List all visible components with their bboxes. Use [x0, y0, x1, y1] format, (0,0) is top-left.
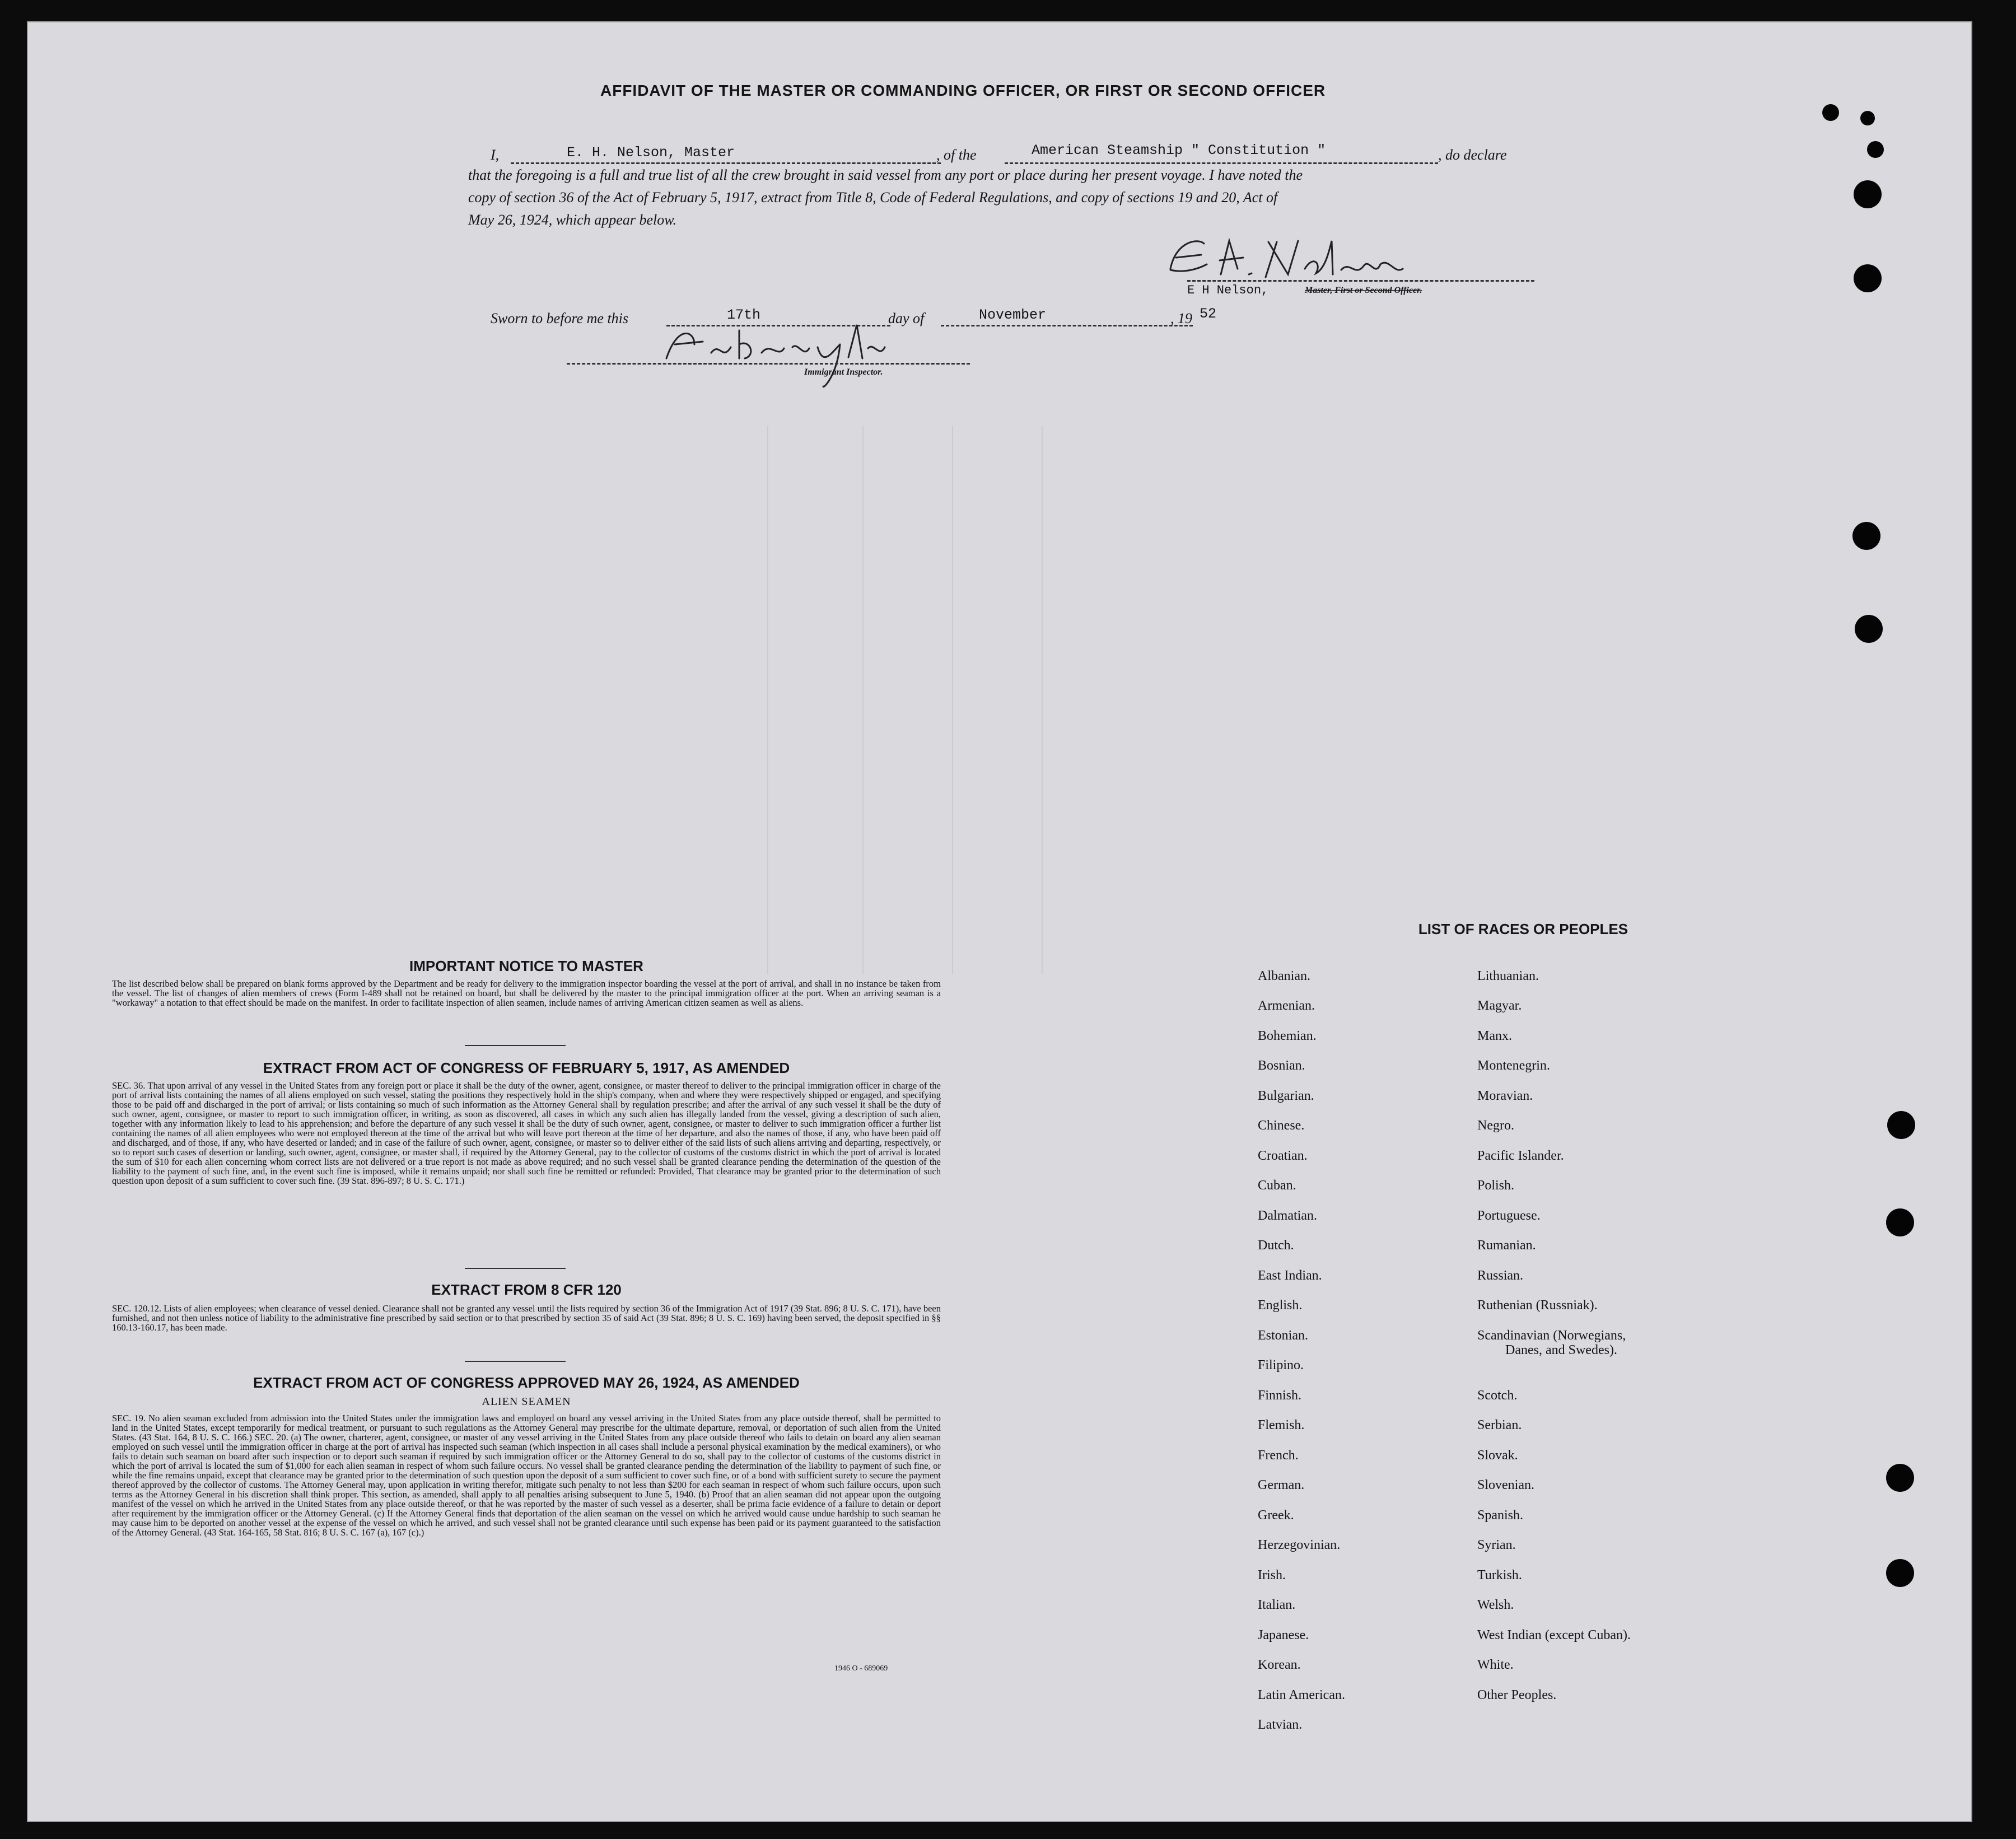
month-fill-line	[941, 325, 1193, 326]
notice-title: IMPORTANT NOTICE TO MASTER	[409, 958, 643, 974]
race-left-item: Armenian.	[1258, 998, 1315, 1013]
year-prefix: , 19	[1170, 310, 1192, 326]
affidavit-body-line-3: May 26, 1924, which appear below.	[468, 212, 677, 228]
do-declare-label: , do declare	[1438, 147, 1507, 163]
race-right-item: Turkish.	[1477, 1568, 1522, 1583]
race-right-item: Montenegrin.	[1477, 1058, 1550, 1073]
signer-typed-name: E H Nelson,	[1187, 283, 1269, 297]
race-right-item-continued: Danes, and Swedes).	[1505, 1343, 1617, 1357]
race-right-item: Scotch.	[1477, 1388, 1518, 1403]
race-right-item: Ruthenian (Russniak).	[1477, 1298, 1598, 1313]
day-of-label: day of	[888, 310, 925, 326]
race-right-item: Polish.	[1477, 1178, 1515, 1193]
punch-hole	[1855, 615, 1883, 643]
signer-role-label: Master, First or Second Officer.	[1305, 286, 1422, 295]
race-left-item: Dutch.	[1258, 1238, 1294, 1253]
race-right-item: Slovenian.	[1477, 1478, 1534, 1492]
punch-hole	[1860, 111, 1875, 125]
sworn-year: 52	[1200, 306, 1217, 322]
race-left-item: German.	[1258, 1478, 1305, 1492]
extract-1917-text: SEC. 36. That upon arrival of any vessel in the United States from any foreign port or place it shall be the duty of the owner, agent, consignee, or master thereof to deliver to the principal immigration officer in charge of the port of arrival lists containing the names of all aliens employed on such vessel, stating the positions they respectively hold in the ship's company, when and where they were respectively shipped or engaged, and specifying those to be paid off and discharged in the port of arrival; or lists containing so much of such information as the Attorney General shall by regulation prescribe; and after the arrival of any such vessel it shall be the duty of such owner, agent, consignee, or master to report to such immigration officer, in writing, as soon as discovered, all cases in which any such alien has illegally landed from the vessel, giving a description of such alien, together with any information likely to lead to his apprehension; and before the departure of any such vessel it shall be the duty of such owner, agent, consignee, or master to deliver to such immigration officer a further list containing the names of all alien employees who were not employed thereon at the time of the arrival but who will leave port thereon at the time of her departure, and also the names of those, if any, who have been paid off and discharged, and of those, if any, who have deserted or landed; and in case of the failure of such owner, agent, consignee, or master so to deliver either of the said lists of such aliens arriving and departing, respectively, or so to report such cases of desertion or landing, such owner, agent, consignee, or master shall, if required by the Attorney General, pay to the collector of customs of the customs district in which the port of arrival is located the sum of $10 for each alien concerning whom correct lists are not delivered or a true report is not made as above required; and no such vessel shall be granted clearance pending the determination of the question of the liability to the payment of such fine, and, in the event such fine is imposed, while it remains unpaid; nor shall such fine be remitted or refunded: Provided, That clearance may be granted prior to the determination of such question upon deposit of a sum sufficient to cover such fine. (39 Stat. 896-897; 8 U. S. C. 171.)	[112, 1080, 941, 1186]
punch-hole	[1867, 141, 1884, 158]
race-left-item: Albanian.	[1258, 969, 1310, 983]
race-left-item: Irish.	[1258, 1568, 1286, 1583]
punch-hole	[1886, 1208, 1914, 1236]
print-code: 1946 O - 689069	[834, 1664, 888, 1673]
race-right-item: Lithuanian.	[1477, 969, 1539, 983]
race-left-item: Herzegovinian.	[1258, 1538, 1341, 1552]
punch-hole	[1887, 1111, 1915, 1139]
inspector-signature	[655, 314, 969, 398]
punch-hole	[1854, 180, 1882, 208]
column-guide	[952, 426, 953, 974]
race-right-item: Rumanian.	[1477, 1238, 1536, 1253]
race-right-item: Magyar.	[1477, 998, 1522, 1013]
cfr-title: EXTRACT FROM 8 CFR 120	[431, 1281, 622, 1298]
race-right-item: Welsh.	[1477, 1598, 1514, 1612]
vessel-fill-line	[1005, 162, 1438, 164]
document-sheet	[27, 21, 1972, 1822]
inspector-label: Immigrant Inspector.	[804, 367, 883, 377]
affidavit-body-line-1: that the foregoing is a full and true list of all the crew brought in said vessel from any port or place during her present voyage. I have noted the	[468, 167, 1303, 183]
affidavit-title: AFFIDAVIT OF THE MASTER OR COMMANDING OFFICER, OR FIRST OR SECOND OFFICER	[600, 82, 1326, 99]
race-left-item: Bohemian.	[1258, 1029, 1317, 1043]
punch-hole	[1854, 264, 1882, 292]
sworn-month: November	[979, 307, 1047, 323]
race-right-item: Manx.	[1477, 1029, 1512, 1043]
inspector-signature-line	[567, 363, 970, 365]
sworn-label: Sworn to before me this	[491, 310, 629, 326]
notice-text: The list described below shall be prepared on blank forms approved by the Department and be ready for delivery to the immigration inspector boarding the vessel at the port of arrival, and shall in no instance be taken from the vessel. The list of changes of alien members of crews (Form I-489 shall not be retained on board, but shall be delivered by the master to the principal immigration officer at the port. When an arriving seaman is a "workaway" a notation to that effect should be made on the manifest. In order to facilitate inspection of alien seamen, include names of arriving American citizen seamen as well as aliens.	[112, 978, 941, 1008]
race-left-item: French.	[1258, 1448, 1299, 1463]
affidavit-body-line-2: copy of section 36 of the Act of February 5, 1917, extract from Title 8, Code of Federal Regulations, and copy of sections 19 and 20, Act of	[468, 189, 1278, 206]
race-right-item: White.	[1477, 1658, 1514, 1672]
punch-hole	[1852, 522, 1880, 550]
races-title: LIST OF RACES OR PEOPLES	[1418, 921, 1628, 937]
affidavit-prefix: I,	[491, 147, 500, 163]
race-left-item: Dalmatian.	[1258, 1208, 1317, 1223]
extract-1917-title: EXTRACT FROM ACT OF CONGRESS OF FEBRUARY 5, 1917, AS AMENDED	[263, 1059, 790, 1076]
race-left-item: Latin American.	[1258, 1688, 1345, 1702]
race-left-item: English.	[1258, 1298, 1303, 1313]
punch-hole	[1886, 1464, 1914, 1492]
master-signature	[1154, 230, 1467, 291]
divider	[465, 1268, 566, 1269]
race-right-item: West Indian (except Cuban).	[1477, 1628, 1631, 1642]
signature-line	[1187, 280, 1534, 282]
race-left-item: Japanese.	[1258, 1628, 1309, 1642]
of-the-label: , of the	[936, 147, 977, 163]
race-right-item: Other Peoples.	[1477, 1688, 1557, 1702]
column-guide	[767, 426, 768, 974]
race-right-item: Syrian.	[1477, 1538, 1516, 1552]
master-name-typed: E. H. Nelson, Master	[567, 144, 735, 161]
punch-hole	[1886, 1559, 1914, 1587]
race-right-item: Negro.	[1477, 1118, 1514, 1133]
extract-1924-text: SEC. 19. No alien seaman excluded from admission into the United States under the immigration laws and employed on board any vessel arriving in the United States from any place outside thereof, shall be permitted to land in the United States, except temporarily for medical treatment, or pursuant to such regulations as the Attorney General may prescribe for the ultimate departure, removal, or deportation of such alien from the United States. (43 Stat. 164, 8 U. S. C. 166.) SEC. 20. (a) The owner, charterer, agent, consignee, or master of any vessel arriving in the United States from any place outside thereof who fails to detain on board any alien seaman employed on such vessel until the immigration officer in charge at the port of arrival has inspected such seaman (which inspection in all cases shall include a personal physical examination by the medical examiners), or who fails to detain such seaman on board after such inspection or to deport such seaman if required by such immigration officer or the Attorney General to do so, shall pay to the collector of customs of the customs district in which the port of arrival is located the sum of $1,000 for each alien seaman in respect of whom such failure occurs. No vessel shall be granted clearance pending the determination of the liability to payment of such fine, or while the fine remains unpaid, except that clearance may be granted prior to the determination of such question upon the deposit of a sum sufficient to cover such fine, or of a bond with sufficient surety to secure the payment thereof approved by the collector of customs. The Attorney General may, upon application in writing therefor, mitigate such penalty to not less than $200 for each seaman in respect of whom such failure occurs, upon such terms as the Attorney General in his discretion shall think proper. This section, as amended, shall apply to all penalties arising subsequent to June 5, 1940. (b) Proof that an alien seaman did not appear upon the outgoing manifest of the vessel on which he arrived in the United States from any place outside thereof, or that he was reported by the master of such vessel as a deserter, shall be prima facie evidence of a failure to detain or deport after requirement by the immigration officer or the Attorney General. (c) If the Attorney General finds that deportation of the alien seaman on the vessel on which he arrived would cause undue hardship to such seaman he may cause him to be deported on another vessel at the expense of the vessel on which he arrived, and such vessel shall not be granted clearance until such expense has been paid or its payment guaranteed to the satisfaction of the Attorney General. (43 Stat. 164-165, 58 Stat. 816; 8 U. S. C. 167 (a), 167 (c).)	[112, 1413, 941, 1538]
race-right-item: Pacific Islander.	[1477, 1149, 1564, 1163]
race-left-item: Latvian.	[1258, 1717, 1303, 1732]
divider	[465, 1045, 566, 1046]
sworn-day: 17th	[727, 307, 761, 323]
race-right-item: Scandinavian (Norwegians,	[1477, 1328, 1626, 1343]
race-left-item: Bulgarian.	[1258, 1089, 1314, 1103]
race-left-item: Chinese.	[1258, 1118, 1305, 1133]
cfr-text: SEC. 120.12. Lists of alien employees; when clearance of vessel denied. Clearance shall not be granted any vessel until the lists required by section 36 of the Immigration Act of 1917 (39 Stat. 896; 8 U. S. C. 171), have been furnished, and not then unless notice of liability to the administrative fine prescribed by said section or to that prescribed by section 35 of said Act (39 Stat. 896; 8 U. S. C. 169) having been served, the deposit specified in §§ 160.13-160.17, has been made.	[112, 1303, 941, 1333]
race-left-item: Finnish.	[1258, 1388, 1302, 1403]
vessel-name-typed: American Steamship " Constitution "	[1032, 142, 1326, 158]
name-fill-line	[511, 162, 941, 164]
race-left-item: Greek.	[1258, 1508, 1294, 1523]
race-left-item: Italian.	[1258, 1598, 1296, 1612]
race-right-item: Moravian.	[1477, 1089, 1533, 1103]
race-left-item: Flemish.	[1258, 1418, 1305, 1432]
race-right-item: Portuguese.	[1477, 1208, 1541, 1223]
race-right-item: Slovak.	[1477, 1448, 1518, 1463]
race-left-item: Estonian.	[1258, 1328, 1308, 1343]
divider	[465, 1361, 566, 1362]
race-left-item: Cuban.	[1258, 1178, 1296, 1193]
race-right-item: Russian.	[1477, 1268, 1524, 1283]
column-guide	[1042, 426, 1043, 974]
column-guide	[862, 426, 864, 974]
race-left-item: Croatian.	[1258, 1149, 1308, 1163]
race-left-item: Filipino.	[1258, 1358, 1304, 1373]
race-left-item: Bosnian.	[1258, 1058, 1305, 1073]
extract-1924-subtitle: ALIEN SEAMEN	[482, 1395, 571, 1408]
race-left-item: East Indian.	[1258, 1268, 1322, 1283]
punch-hole	[1822, 104, 1839, 121]
race-left-item: Korean.	[1258, 1658, 1301, 1672]
race-right-item: Serbian.	[1477, 1418, 1522, 1432]
extract-1924-title: EXTRACT FROM ACT OF CONGRESS APPROVED MAY 26, 1924, AS AMENDED	[253, 1374, 800, 1391]
race-right-item: Spanish.	[1477, 1508, 1524, 1523]
